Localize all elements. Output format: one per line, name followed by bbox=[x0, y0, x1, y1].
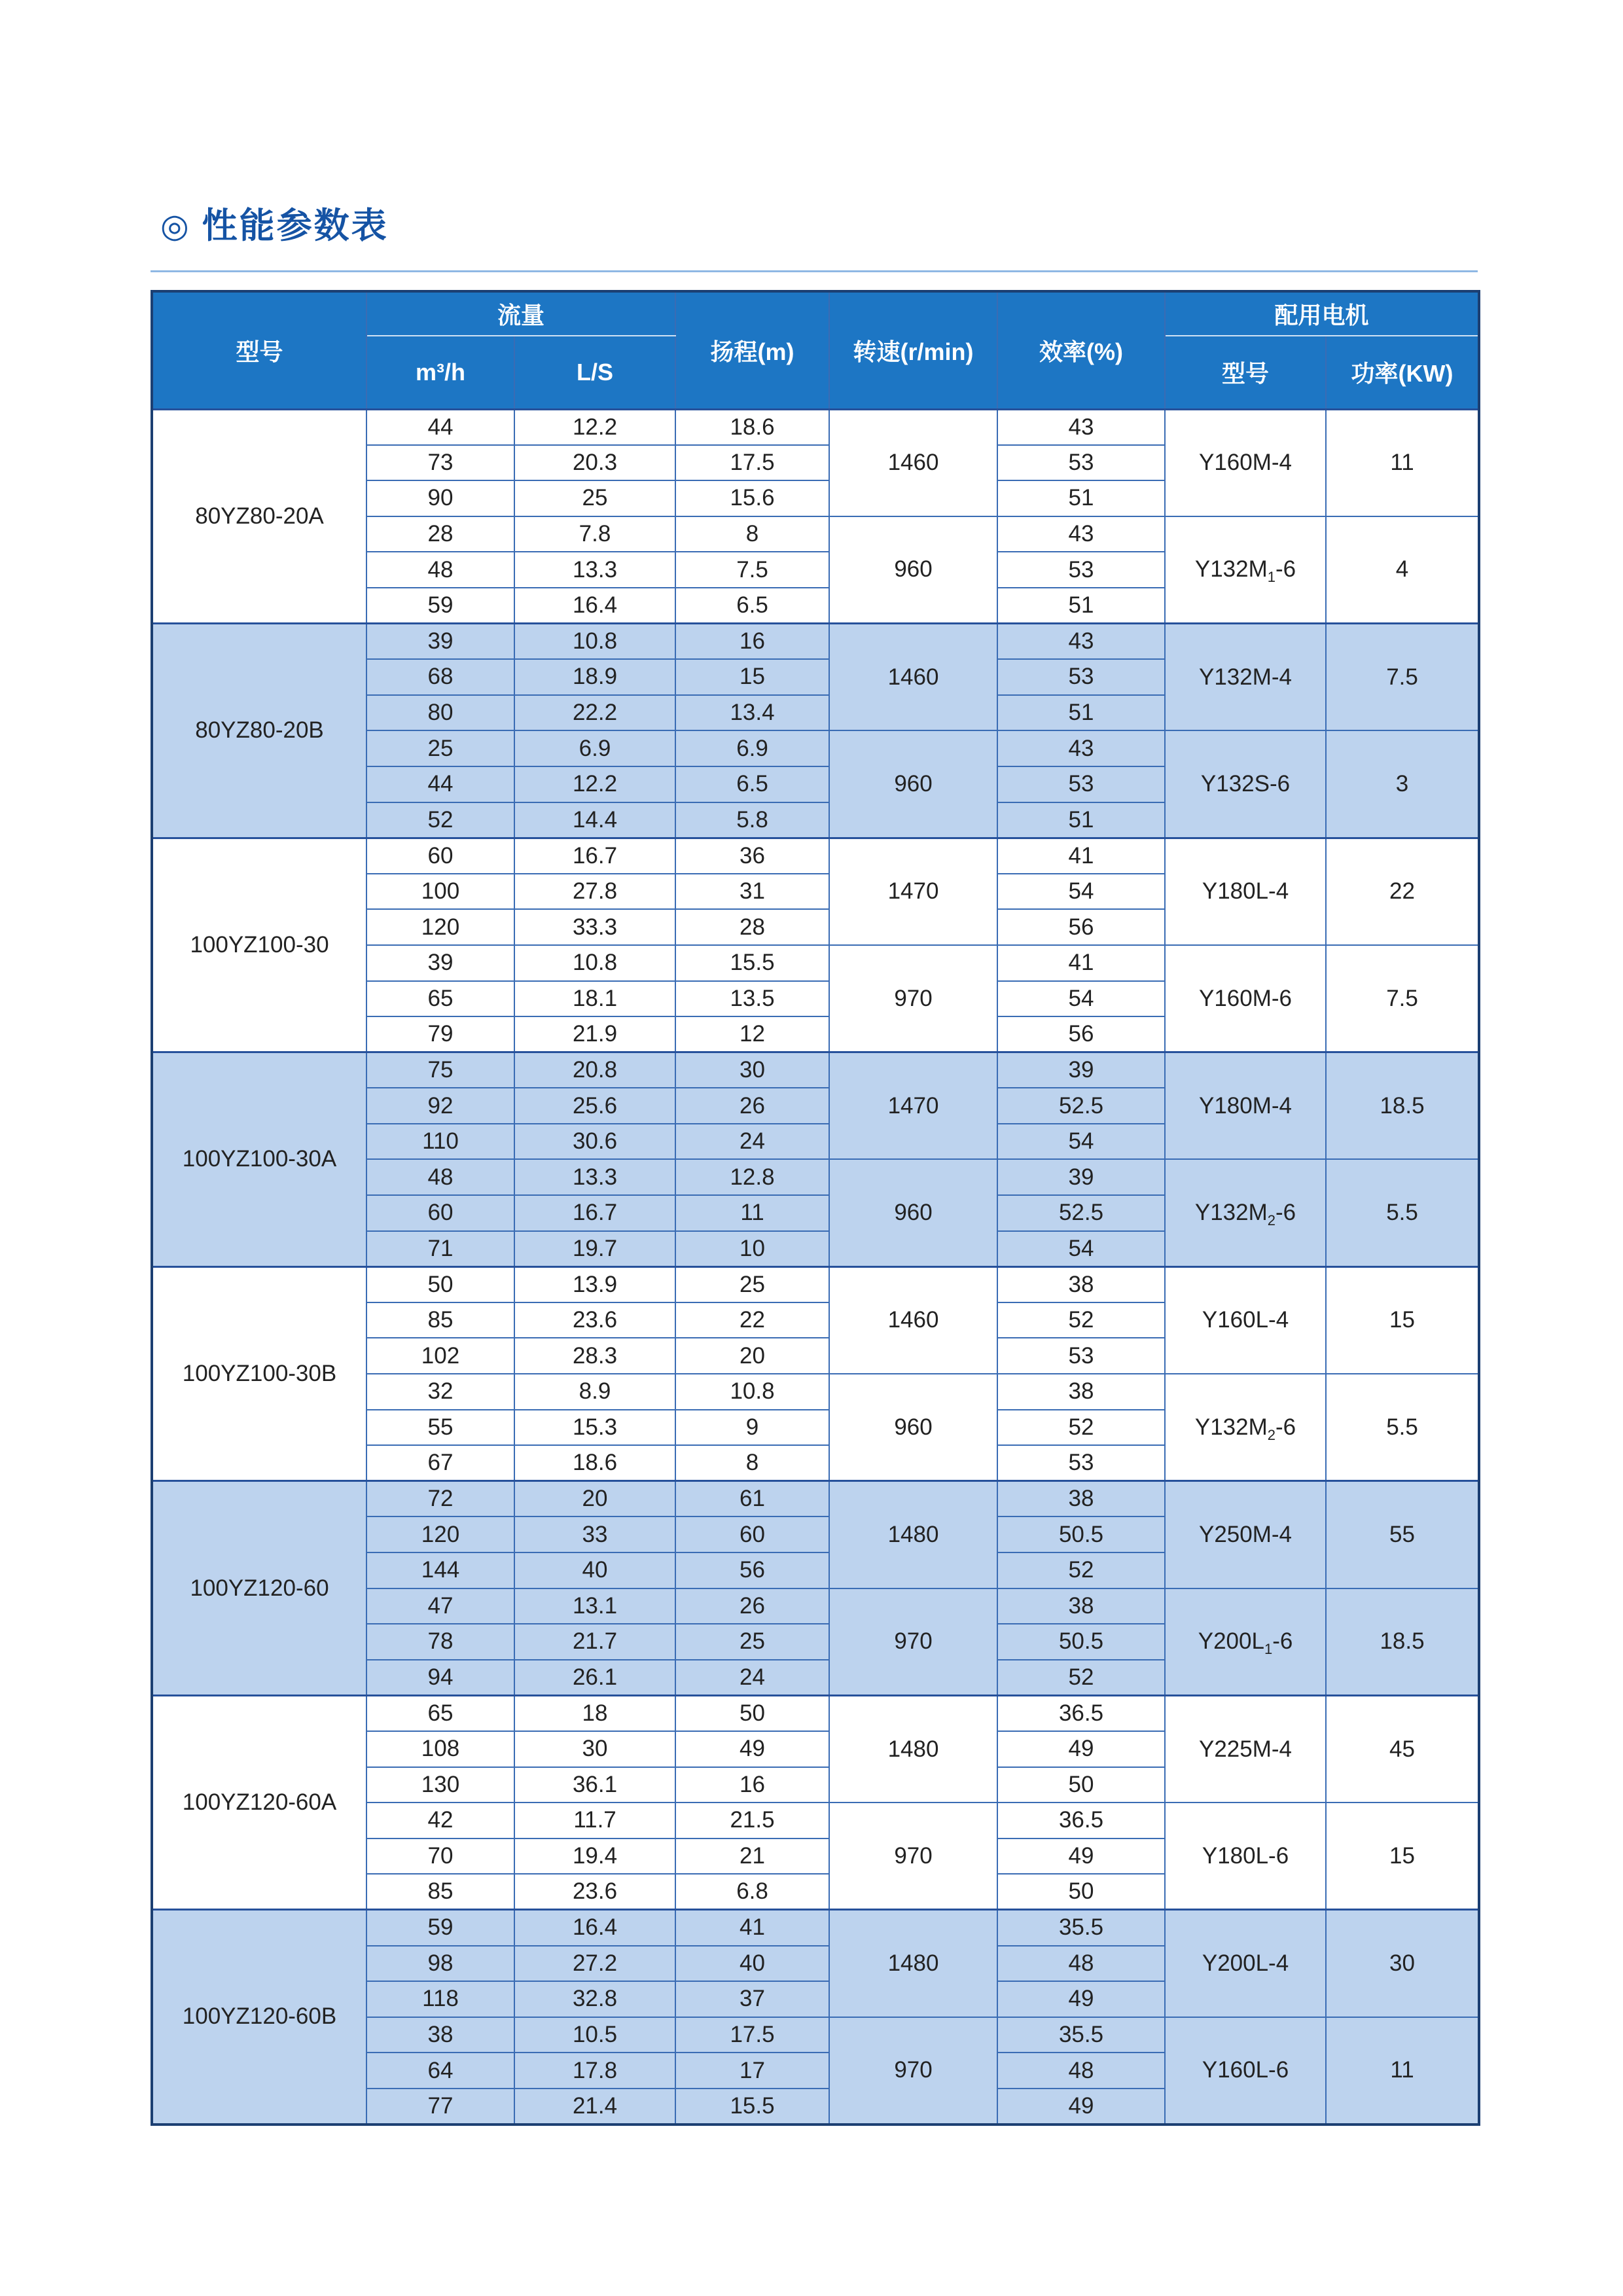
flow-ls-cell: 20.3 bbox=[514, 445, 675, 481]
flow-m3h-cell: 60 bbox=[366, 838, 514, 874]
speed-cell: 1460 bbox=[829, 624, 997, 731]
head-cell: 25 bbox=[675, 1266, 829, 1302]
speed-cell: 970 bbox=[829, 1803, 997, 1910]
head-cell: 61 bbox=[675, 1481, 829, 1517]
head-cell: 13.5 bbox=[675, 981, 829, 1017]
flow-m3h-cell: 59 bbox=[366, 588, 514, 624]
flow-m3h-cell: 48 bbox=[366, 552, 514, 588]
speed-cell: 1470 bbox=[829, 1052, 997, 1160]
header-flow-m3h: m³/h bbox=[366, 336, 514, 409]
flow-ls-cell: 8.9 bbox=[514, 1374, 675, 1410]
head-cell: 10.8 bbox=[675, 1374, 829, 1410]
head-cell: 8 bbox=[675, 1445, 829, 1481]
header-model: 型号 bbox=[152, 291, 366, 409]
flow-ls-cell: 12.2 bbox=[514, 766, 675, 802]
speed-cell: 970 bbox=[829, 945, 997, 1052]
flow-m3h-cell: 108 bbox=[366, 1731, 514, 1767]
flow-ls-cell: 36.1 bbox=[514, 1767, 675, 1803]
head-cell: 20 bbox=[675, 1338, 829, 1374]
motor-power-cell: 15 bbox=[1326, 1803, 1479, 1910]
flow-m3h-cell: 94 bbox=[366, 1660, 514, 1696]
motor-model-cell: $Y132M_2-6$ bbox=[1165, 1374, 1326, 1481]
flow-m3h-cell: 100 bbox=[366, 874, 514, 910]
motor-model-cell: Y180M-4 bbox=[1165, 1052, 1326, 1160]
flow-m3h-cell: 118 bbox=[366, 1981, 514, 2017]
head-cell: 40 bbox=[675, 1946, 829, 1982]
flow-ls-cell: 16.4 bbox=[514, 1910, 675, 1946]
flow-ls-cell: 40 bbox=[514, 1552, 675, 1588]
efficiency-cell: 41 bbox=[997, 838, 1165, 874]
head-cell: 15.5 bbox=[675, 2089, 829, 2125]
efficiency-cell: 51 bbox=[997, 695, 1165, 731]
header-speed: 转速(r/min) bbox=[829, 291, 997, 409]
flow-m3h-cell: 92 bbox=[366, 1088, 514, 1124]
speed-cell: 1480 bbox=[829, 1481, 997, 1588]
flow-m3h-cell: 72 bbox=[366, 1481, 514, 1517]
head-cell: 26 bbox=[675, 1588, 829, 1624]
flow-ls-cell: 18.6 bbox=[514, 1445, 675, 1481]
top-rule bbox=[151, 270, 1478, 272]
head-cell: 49 bbox=[675, 1731, 829, 1767]
flow-ls-cell: 13.1 bbox=[514, 1588, 675, 1624]
flow-m3h-cell: 78 bbox=[366, 1624, 514, 1660]
efficiency-cell: 38 bbox=[997, 1374, 1165, 1410]
efficiency-cell: 53 bbox=[997, 1445, 1165, 1481]
flow-m3h-cell: 120 bbox=[366, 909, 514, 945]
flow-m3h-cell: 39 bbox=[366, 945, 514, 981]
head-cell: 60 bbox=[675, 1516, 829, 1552]
flow-m3h-cell: 64 bbox=[366, 2053, 514, 2089]
flow-ls-cell: 27.2 bbox=[514, 1946, 675, 1982]
flow-ls-cell: 12.2 bbox=[514, 409, 675, 445]
header-efficiency: 效率(%) bbox=[997, 291, 1165, 409]
table-row bbox=[152, 624, 1479, 660]
flow-m3h-cell: 77 bbox=[366, 2089, 514, 2125]
motor-model-cell: $Y132M_2-6$ bbox=[1165, 1159, 1326, 1266]
table-row bbox=[152, 1695, 1479, 1731]
speed-cell: 960 bbox=[829, 516, 997, 624]
efficiency-cell: 49 bbox=[997, 2089, 1165, 2125]
head-cell: 12 bbox=[675, 1016, 829, 1052]
flow-ls-cell: 7.8 bbox=[514, 516, 675, 552]
motor-model-cell: $Y200L_1-6$ bbox=[1165, 1588, 1326, 1696]
efficiency-cell: 49 bbox=[997, 1839, 1165, 1874]
speed-cell: 1460 bbox=[829, 409, 997, 516]
motor-power-cell: 7.5 bbox=[1326, 945, 1479, 1052]
flow-m3h-cell: 44 bbox=[366, 766, 514, 802]
flow-ls-cell: 30.6 bbox=[514, 1124, 675, 1160]
flow-m3h-cell: 38 bbox=[366, 2017, 514, 2053]
header-motor-power: 功率(KW) bbox=[1326, 336, 1479, 409]
flow-m3h-cell: 28 bbox=[366, 516, 514, 552]
motor-model-cell: Y160M-4 bbox=[1165, 409, 1326, 516]
flow-m3h-cell: 102 bbox=[366, 1338, 514, 1374]
head-cell: 25 bbox=[675, 1624, 829, 1660]
pump-model-cell: 100YZ100-30A bbox=[152, 1052, 366, 1267]
head-cell: 21.5 bbox=[675, 1803, 829, 1839]
header-row-1 bbox=[152, 291, 1479, 336]
speed-cell: 1470 bbox=[829, 838, 997, 945]
efficiency-cell: 48 bbox=[997, 1946, 1165, 1982]
flow-m3h-cell: 39 bbox=[366, 624, 514, 660]
flow-m3h-cell: 65 bbox=[366, 981, 514, 1017]
flow-m3h-cell: 65 bbox=[366, 1695, 514, 1731]
flow-ls-cell: 16.4 bbox=[514, 588, 675, 624]
speed-cell: 1460 bbox=[829, 1266, 997, 1374]
head-cell: 6.5 bbox=[675, 588, 829, 624]
flow-m3h-cell: 55 bbox=[366, 1410, 514, 1446]
head-cell: 17 bbox=[675, 2053, 829, 2089]
motor-model-cell: Y132S-6 bbox=[1165, 730, 1326, 838]
efficiency-cell: 38 bbox=[997, 1481, 1165, 1517]
page-title-text: 性能参数表 bbox=[202, 206, 389, 245]
flow-ls-cell: 22.2 bbox=[514, 695, 675, 731]
head-cell: 9 bbox=[675, 1410, 829, 1446]
efficiency-cell: 53 bbox=[997, 766, 1165, 802]
head-cell: 24 bbox=[675, 1124, 829, 1160]
flow-m3h-cell: 59 bbox=[366, 1910, 514, 1946]
flow-ls-cell: 21.4 bbox=[514, 2089, 675, 2125]
flow-m3h-cell: 25 bbox=[366, 730, 514, 766]
subscript: 1 bbox=[1267, 569, 1276, 586]
flow-ls-cell: 13.9 bbox=[514, 1266, 675, 1302]
efficiency-cell: 53 bbox=[997, 552, 1165, 588]
speed-cell: 960 bbox=[829, 730, 997, 838]
motor-power-cell: 11 bbox=[1326, 409, 1479, 516]
head-cell: 56 bbox=[675, 1552, 829, 1588]
efficiency-cell: 43 bbox=[997, 624, 1165, 660]
page-title bbox=[160, 208, 389, 243]
flow-m3h-cell: 68 bbox=[366, 659, 514, 695]
flow-m3h-cell: 110 bbox=[366, 1124, 514, 1160]
head-cell: 22 bbox=[675, 1302, 829, 1338]
flow-ls-cell: 13.3 bbox=[514, 1159, 675, 1195]
head-cell: 21 bbox=[675, 1839, 829, 1874]
motor-power-cell: 11 bbox=[1326, 2017, 1479, 2125]
efficiency-cell: 48 bbox=[997, 2053, 1165, 2089]
motor-power-cell: 5.5 bbox=[1326, 1159, 1479, 1266]
flow-m3h-cell: 42 bbox=[366, 1803, 514, 1839]
efficiency-cell: 43 bbox=[997, 409, 1165, 445]
efficiency-cell: 54 bbox=[997, 1231, 1165, 1267]
performance-table bbox=[151, 290, 1480, 2126]
flow-ls-cell: 27.8 bbox=[514, 874, 675, 910]
subscript: 1 bbox=[1264, 1641, 1273, 1658]
flow-m3h-cell: 144 bbox=[366, 1552, 514, 1588]
motor-power-cell: 45 bbox=[1326, 1695, 1479, 1803]
efficiency-cell: 52.5 bbox=[997, 1195, 1165, 1231]
flow-ls-cell: 10.8 bbox=[514, 945, 675, 981]
motor-model-cell: Y160L-6 bbox=[1165, 2017, 1326, 2125]
table-row bbox=[152, 1266, 1479, 1302]
flow-ls-cell: 19.4 bbox=[514, 1839, 675, 1874]
pump-model-cell: 100YZ120-60A bbox=[152, 1695, 366, 1910]
flow-ls-cell: 18 bbox=[514, 1695, 675, 1731]
motor-model-cell: Y132M-4 bbox=[1165, 624, 1326, 731]
efficiency-cell: 50.5 bbox=[997, 1516, 1165, 1552]
efficiency-cell: 43 bbox=[997, 516, 1165, 552]
flow-ls-cell: 33 bbox=[514, 1516, 675, 1552]
flow-m3h-cell: 50 bbox=[366, 1266, 514, 1302]
table-body bbox=[152, 409, 1479, 2125]
flow-m3h-cell: 73 bbox=[366, 445, 514, 481]
efficiency-cell: 49 bbox=[997, 1731, 1165, 1767]
efficiency-cell: 51 bbox=[997, 480, 1165, 516]
head-cell: 50 bbox=[675, 1695, 829, 1731]
head-cell: 11 bbox=[675, 1195, 829, 1231]
head-cell: 17.5 bbox=[675, 2017, 829, 2053]
efficiency-cell: 35.5 bbox=[997, 2017, 1165, 2053]
head-cell: 16 bbox=[675, 1767, 829, 1803]
efficiency-cell: 54 bbox=[997, 1124, 1165, 1160]
head-cell: 17.5 bbox=[675, 445, 829, 481]
header-motor-model: 型号 bbox=[1165, 336, 1326, 409]
efficiency-cell: 53 bbox=[997, 1338, 1165, 1374]
head-cell: 15.6 bbox=[675, 480, 829, 516]
efficiency-cell: 53 bbox=[997, 445, 1165, 481]
head-cell: 30 bbox=[675, 1052, 829, 1088]
head-cell: 6.5 bbox=[675, 766, 829, 802]
speed-cell: 1480 bbox=[829, 1910, 997, 2017]
pump-model-cell: 100YZ120-60B bbox=[152, 1910, 366, 2125]
efficiency-cell: 52 bbox=[997, 1552, 1165, 1588]
flow-ls-cell: 13.3 bbox=[514, 552, 675, 588]
flow-ls-cell: 26.1 bbox=[514, 1660, 675, 1696]
speed-cell: 960 bbox=[829, 1159, 997, 1266]
head-cell: 10 bbox=[675, 1231, 829, 1267]
head-cell: 6.9 bbox=[675, 730, 829, 766]
motor-power-cell: 18.5 bbox=[1326, 1588, 1479, 1696]
flow-m3h-cell: 52 bbox=[366, 802, 514, 838]
head-cell: 6.8 bbox=[675, 1874, 829, 1910]
flow-m3h-cell: 98 bbox=[366, 1946, 514, 1982]
flow-ls-cell: 20.8 bbox=[514, 1052, 675, 1088]
motor-power-cell: 5.5 bbox=[1326, 1374, 1479, 1481]
head-cell: 26 bbox=[675, 1088, 829, 1124]
efficiency-cell: 35.5 bbox=[997, 1910, 1165, 1946]
head-cell: 18.6 bbox=[675, 409, 829, 445]
motor-power-cell: 30 bbox=[1326, 1910, 1479, 2017]
table-row bbox=[152, 1910, 1479, 1946]
efficiency-cell: 39 bbox=[997, 1052, 1165, 1088]
motor-power-cell: 7.5 bbox=[1326, 624, 1479, 731]
subscript: 2 bbox=[1267, 1426, 1276, 1443]
head-cell: 12.8 bbox=[675, 1159, 829, 1195]
head-cell: 5.8 bbox=[675, 802, 829, 838]
efficiency-cell: 53 bbox=[997, 659, 1165, 695]
flow-ls-cell: 20 bbox=[514, 1481, 675, 1517]
flow-m3h-cell: 85 bbox=[366, 1874, 514, 1910]
head-cell: 36 bbox=[675, 838, 829, 874]
header-head: 扬程(m) bbox=[675, 291, 829, 409]
motor-model-cell: Y160M-6 bbox=[1165, 945, 1326, 1052]
title-bullet-icon: ◎ bbox=[160, 207, 189, 244]
flow-ls-cell: 21.7 bbox=[514, 1624, 675, 1660]
flow-ls-cell: 25.6 bbox=[514, 1088, 675, 1124]
efficiency-cell: 52 bbox=[997, 1302, 1165, 1338]
efficiency-cell: 50.5 bbox=[997, 1624, 1165, 1660]
head-cell: 15 bbox=[675, 659, 829, 695]
head-cell: 13.4 bbox=[675, 695, 829, 731]
efficiency-cell: 43 bbox=[997, 730, 1165, 766]
efficiency-cell: 50 bbox=[997, 1874, 1165, 1910]
flow-ls-cell: 10.5 bbox=[514, 2017, 675, 2053]
efficiency-cell: 50 bbox=[997, 1767, 1165, 1803]
pump-model-cell: 100YZ100-30 bbox=[152, 838, 366, 1052]
flow-m3h-cell: 71 bbox=[366, 1231, 514, 1267]
flow-ls-cell: 33.3 bbox=[514, 909, 675, 945]
efficiency-cell: 56 bbox=[997, 909, 1165, 945]
flow-ls-cell: 15.3 bbox=[514, 1410, 675, 1446]
efficiency-cell: 36.5 bbox=[997, 1695, 1165, 1731]
flow-ls-cell: 28.3 bbox=[514, 1338, 675, 1374]
efficiency-cell: 36.5 bbox=[997, 1803, 1165, 1839]
flow-m3h-cell: 32 bbox=[366, 1374, 514, 1410]
head-cell: 24 bbox=[675, 1660, 829, 1696]
flow-m3h-cell: 48 bbox=[366, 1159, 514, 1195]
efficiency-cell: 52 bbox=[997, 1660, 1165, 1696]
flow-ls-cell: 23.6 bbox=[514, 1874, 675, 1910]
table-header bbox=[152, 291, 1479, 409]
table-row bbox=[152, 1052, 1479, 1088]
efficiency-cell: 38 bbox=[997, 1588, 1165, 1624]
motor-power-cell: 55 bbox=[1326, 1481, 1479, 1588]
flow-m3h-cell: 85 bbox=[366, 1302, 514, 1338]
flow-m3h-cell: 80 bbox=[366, 695, 514, 731]
efficiency-cell: 39 bbox=[997, 1159, 1165, 1195]
flow-ls-cell: 14.4 bbox=[514, 802, 675, 838]
speed-cell: 970 bbox=[829, 1588, 997, 1696]
pump-model-cell: 80YZ80-20A bbox=[152, 409, 366, 624]
efficiency-cell: 52 bbox=[997, 1410, 1165, 1446]
flow-m3h-cell: 67 bbox=[366, 1445, 514, 1481]
efficiency-cell: 56 bbox=[997, 1016, 1165, 1052]
flow-ls-cell: 19.7 bbox=[514, 1231, 675, 1267]
speed-cell: 970 bbox=[829, 2017, 997, 2125]
motor-power-cell: 18.5 bbox=[1326, 1052, 1479, 1160]
flow-ls-cell: 21.9 bbox=[514, 1016, 675, 1052]
flow-m3h-cell: 130 bbox=[366, 1767, 514, 1803]
flow-ls-cell: 18.1 bbox=[514, 981, 675, 1017]
head-cell: 15.5 bbox=[675, 945, 829, 981]
speed-cell: 960 bbox=[829, 1374, 997, 1481]
flow-ls-cell: 32.8 bbox=[514, 1981, 675, 2017]
pump-model-cell: 100YZ100-30B bbox=[152, 1266, 366, 1481]
table-row bbox=[152, 409, 1479, 445]
flow-m3h-cell: 70 bbox=[366, 1839, 514, 1874]
motor-model-cell: Y160L-4 bbox=[1165, 1266, 1326, 1374]
pump-model-cell: 100YZ120-60 bbox=[152, 1481, 366, 1696]
flow-m3h-cell: 90 bbox=[366, 480, 514, 516]
motor-model-cell: Y180L-6 bbox=[1165, 1803, 1326, 1910]
flow-ls-cell: 16.7 bbox=[514, 838, 675, 874]
flow-m3h-cell: 75 bbox=[366, 1052, 514, 1088]
motor-model-cell: $Y132M_1-6$ bbox=[1165, 516, 1326, 624]
efficiency-cell: 51 bbox=[997, 802, 1165, 838]
efficiency-cell: 54 bbox=[997, 981, 1165, 1017]
motor-model-cell: Y225M-4 bbox=[1165, 1695, 1326, 1803]
motor-model-cell: Y200L-4 bbox=[1165, 1910, 1326, 2017]
flow-m3h-cell: 79 bbox=[366, 1016, 514, 1052]
efficiency-cell: 49 bbox=[997, 1981, 1165, 2017]
motor-power-cell: 22 bbox=[1326, 838, 1479, 945]
head-cell: 28 bbox=[675, 909, 829, 945]
efficiency-cell: 41 bbox=[997, 945, 1165, 981]
motor-power-cell: 15 bbox=[1326, 1266, 1479, 1374]
head-cell: 8 bbox=[675, 516, 829, 552]
flow-ls-cell: 30 bbox=[514, 1731, 675, 1767]
flow-ls-cell: 17.8 bbox=[514, 2053, 675, 2089]
flow-ls-cell: 25 bbox=[514, 480, 675, 516]
pump-model-cell: 80YZ80-20B bbox=[152, 624, 366, 838]
motor-power-cell: 3 bbox=[1326, 730, 1479, 838]
table-row bbox=[152, 1481, 1479, 1517]
flow-m3h-cell: 120 bbox=[366, 1516, 514, 1552]
flow-ls-cell: 10.8 bbox=[514, 624, 675, 660]
head-cell: 16 bbox=[675, 624, 829, 660]
head-cell: 41 bbox=[675, 1910, 829, 1946]
subscript: 2 bbox=[1267, 1212, 1276, 1229]
head-cell: 31 bbox=[675, 874, 829, 910]
efficiency-cell: 52.5 bbox=[997, 1088, 1165, 1124]
efficiency-cell: 38 bbox=[997, 1266, 1165, 1302]
flow-ls-cell: 6.9 bbox=[514, 730, 675, 766]
efficiency-cell: 54 bbox=[997, 874, 1165, 910]
flow-ls-cell: 23.6 bbox=[514, 1302, 675, 1338]
head-cell: 37 bbox=[675, 1981, 829, 2017]
flow-m3h-cell: 60 bbox=[366, 1195, 514, 1231]
flow-ls-cell: 18.9 bbox=[514, 659, 675, 695]
flow-m3h-cell: 47 bbox=[366, 1588, 514, 1624]
speed-cell: 1480 bbox=[829, 1695, 997, 1803]
flow-ls-cell: 16.7 bbox=[514, 1195, 675, 1231]
flow-ls-cell: 11.7 bbox=[514, 1803, 675, 1839]
flow-m3h-cell: 44 bbox=[366, 409, 514, 445]
motor-power-cell: 4 bbox=[1326, 516, 1479, 624]
motor-model-cell: Y180L-4 bbox=[1165, 838, 1326, 945]
table-row bbox=[152, 838, 1479, 874]
header-flow-ls: L/S bbox=[514, 336, 675, 409]
motor-model-cell: Y250M-4 bbox=[1165, 1481, 1326, 1588]
header-flow: 流量 bbox=[366, 291, 675, 336]
head-cell: 7.5 bbox=[675, 552, 829, 588]
header-motor: 配用电机 bbox=[1165, 291, 1479, 336]
efficiency-cell: 51 bbox=[997, 588, 1165, 624]
